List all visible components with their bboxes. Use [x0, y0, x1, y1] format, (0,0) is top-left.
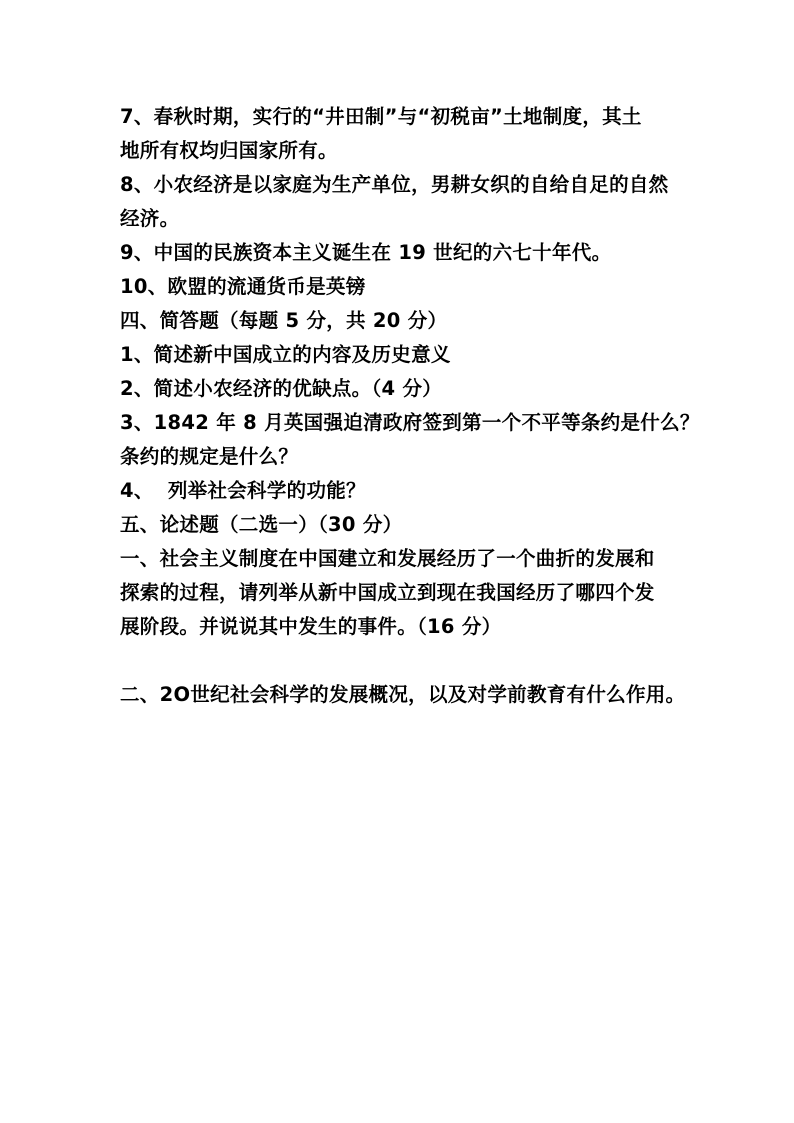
judgement-q9: 9、中国的民族资本主义诞生在 19 世纪的六七十年代。 — [120, 241, 612, 264]
short-answer-q2: 2、简述小农经济的优缺点。（4 分） — [120, 377, 443, 400]
short-answer-heading: 四、简答题（每题 5 分，共 20 分） — [120, 309, 448, 332]
judgement-q10: 10、欧盟的流通货币是英镑 — [120, 275, 366, 298]
short-answer-q3-line1: 3、1842 年 8 月英国强迫清政府签到第一个不平等条约是什么？ — [120, 411, 700, 434]
judgement-q7-line1: 7、春秋时期，实行的“井田制”与“初税亩”土地制度，其土 — [120, 105, 642, 128]
short-answer-q3-line2: 条约的规定是什么？ — [120, 445, 299, 468]
essay-q1-line2: 探索的过程，请列举从新中国成立到现在我国经历了哪四个发 — [120, 581, 655, 604]
blank-line — [120, 644, 700, 678]
judgement-q8-line1: 8、小农经济是以家庭为生产单位，男耕女织的自给自足的自然 — [120, 173, 669, 196]
short-answer-q4: 4、 列举社会科学的功能？ — [120, 479, 366, 502]
essay-q1-line3: 展阶段。并说说其中发生的事件。（16 分） — [120, 615, 502, 638]
essay-q2: 二、2O世纪社会科学的发展概况，以及对学前教育有什么作用。 — [120, 683, 686, 706]
judgement-q8-line2: 经济。 — [120, 207, 180, 230]
essay-heading: 五、论述题（二选一）（30 分） — [120, 513, 403, 536]
document-body — [120, 100, 700, 712]
essay-q1-line1: 一、社会主义制度在中国建立和发展经历了一个曲折的发展和 — [120, 547, 655, 570]
short-answer-q1: 1、简述新中国成立的内容及历史意义 — [120, 343, 451, 366]
judgement-q7-line2: 地所有权均归国家所有。 — [120, 139, 338, 162]
